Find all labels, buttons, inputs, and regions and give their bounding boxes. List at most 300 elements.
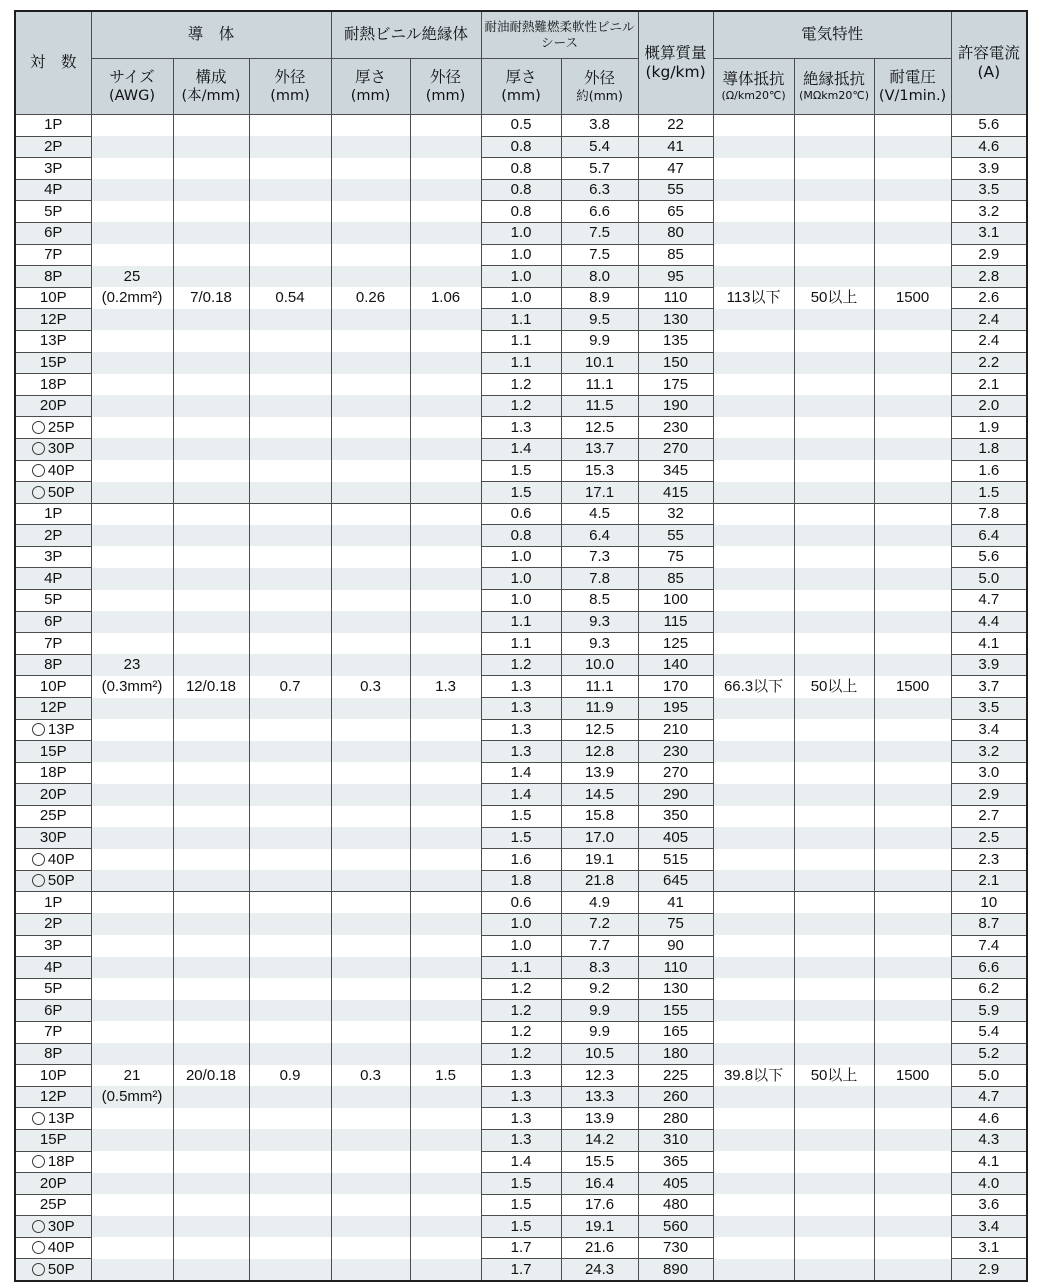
conductor-construction-cell bbox=[173, 525, 249, 547]
sheath-thickness-cell: 1.3 bbox=[481, 676, 561, 698]
allowable-current-cell: 4.7 bbox=[951, 1086, 1027, 1108]
conductor-size-cell bbox=[91, 568, 173, 590]
conductor-od-cell bbox=[249, 1000, 331, 1022]
sheath-thickness-cell: 1.0 bbox=[481, 546, 561, 568]
withstand-voltage-cell bbox=[874, 1173, 951, 1195]
insulation-thickness-cell bbox=[331, 892, 410, 914]
allowable-current-cell: 3.2 bbox=[951, 201, 1027, 223]
col-header-conductor-resistance: 導体抵抗 (Ω/km20℃) bbox=[713, 59, 794, 115]
conductor-resistance-cell bbox=[713, 913, 794, 935]
pair-count-cell bbox=[15, 460, 91, 482]
table-row bbox=[15, 482, 1027, 504]
insulation-resistance-cell bbox=[794, 1151, 874, 1173]
allowable-current-cell: 7.8 bbox=[951, 503, 1027, 525]
insulation-resistance-cell bbox=[794, 849, 874, 871]
sheath-thickness-cell: 1.2 bbox=[481, 374, 561, 396]
sheath-thickness-cell: 1.2 bbox=[481, 395, 561, 417]
col-header-mass-unit: (kg/km) bbox=[645, 63, 706, 81]
conductor-construction-cell bbox=[173, 784, 249, 806]
conductor-size-cell bbox=[91, 1043, 173, 1065]
conductor-size-cell bbox=[91, 590, 173, 612]
mass-cell: 55 bbox=[638, 525, 713, 547]
withstand-voltage-cell: 1500 bbox=[874, 287, 951, 309]
withstand-voltage-cell bbox=[874, 546, 951, 568]
conductor-od-cell bbox=[249, 935, 331, 957]
mass-cell: 480 bbox=[638, 1194, 713, 1216]
withstand-voltage-cell bbox=[874, 654, 951, 676]
conductor-construction-cell bbox=[173, 913, 249, 935]
pair-count-label: 13P bbox=[47, 1109, 75, 1127]
mass-cell: 135 bbox=[638, 330, 713, 352]
insulation-od-cell bbox=[410, 395, 481, 417]
insulation-thickness-cell bbox=[331, 935, 410, 957]
sheath-thickness-cell: 1.2 bbox=[481, 1043, 561, 1065]
insulation-resistance-cell bbox=[794, 460, 874, 482]
pair-count-label: 18P bbox=[39, 764, 67, 782]
mass-cell: 110 bbox=[638, 957, 713, 979]
conductor-od-cell bbox=[249, 374, 331, 396]
conductor-size-cell bbox=[91, 935, 173, 957]
conductor-size-cell bbox=[91, 633, 173, 655]
conductor-resistance-cell bbox=[713, 978, 794, 1000]
pair-count-label: 15P bbox=[39, 742, 67, 760]
conductor-resistance-cell bbox=[713, 525, 794, 547]
conductor-size-cell bbox=[91, 1129, 173, 1151]
pair-count-cell bbox=[15, 287, 91, 309]
insulation-thickness-cell bbox=[331, 654, 410, 676]
col-header-withstand-voltage: 耐電圧 (V/1min.) bbox=[874, 59, 951, 115]
conductor-resistance-cell bbox=[713, 1151, 794, 1173]
insulation-thickness-cell bbox=[331, 978, 410, 1000]
mass-cell: 210 bbox=[638, 719, 713, 741]
insulation-resistance-cell bbox=[794, 374, 874, 396]
conductor-size-cell bbox=[91, 330, 173, 352]
conductor-construction-cell bbox=[173, 222, 249, 244]
conductor-od-cell bbox=[249, 222, 331, 244]
sheath-od-cell: 13.3 bbox=[561, 1086, 638, 1108]
insulation-od-cell: 1.3 bbox=[410, 676, 481, 698]
conductor-construction-cell bbox=[173, 1086, 249, 1108]
sheath-od-cell: 7.5 bbox=[561, 244, 638, 266]
conductor-od-cell bbox=[249, 1216, 331, 1238]
conductor-resistance-cell: 39.8以下 bbox=[713, 1065, 794, 1087]
insulation-thickness-cell bbox=[331, 590, 410, 612]
mass-cell: 405 bbox=[638, 1173, 713, 1195]
allowable-current-cell: 3.2 bbox=[951, 741, 1027, 763]
conductor-od-cell bbox=[249, 546, 331, 568]
pair-count-label: 1P bbox=[44, 505, 63, 523]
conductor-od-cell bbox=[249, 1259, 331, 1281]
sheath-thickness-cell: 1.1 bbox=[481, 633, 561, 655]
mass-cell: 75 bbox=[638, 546, 713, 568]
conductor-construction-cell bbox=[173, 395, 249, 417]
mass-cell: 130 bbox=[638, 978, 713, 1000]
circle-mark-icon bbox=[32, 1155, 45, 1168]
allowable-current-cell: 3.4 bbox=[951, 1216, 1027, 1238]
sheath-od-cell: 10.1 bbox=[561, 352, 638, 374]
conductor-od-cell bbox=[249, 1173, 331, 1195]
group-header-conductor: 導 体 bbox=[91, 11, 331, 59]
conductor-construction-cell bbox=[173, 417, 249, 439]
insulation-thickness-cell bbox=[331, 222, 410, 244]
conductor-od-cell bbox=[249, 1108, 331, 1130]
conductor-od-cell bbox=[249, 417, 331, 439]
withstand-voltage-cell bbox=[874, 1259, 951, 1281]
insulation-thickness-cell bbox=[331, 158, 410, 180]
conductor-size-cell bbox=[91, 978, 173, 1000]
conductor-construction-cell: 7/0.18 bbox=[173, 287, 249, 309]
conductor-construction-cell bbox=[173, 482, 249, 504]
mass-cell: 175 bbox=[638, 374, 713, 396]
table-row bbox=[15, 1000, 1027, 1022]
table-row bbox=[15, 179, 1027, 201]
pair-count-cell bbox=[15, 935, 91, 957]
insulation-resistance-cell bbox=[794, 546, 874, 568]
insulation-thickness-cell bbox=[331, 806, 410, 828]
insulation-od-cell bbox=[410, 1173, 481, 1195]
conductor-construction-cell bbox=[173, 244, 249, 266]
conductor-resistance-cell bbox=[713, 158, 794, 180]
conductor-od-cell bbox=[249, 244, 331, 266]
sheath-thickness-cell: 1.5 bbox=[481, 806, 561, 828]
sheath-od-cell: 4.5 bbox=[561, 503, 638, 525]
col-header-current bbox=[951, 11, 1027, 115]
conductor-construction-cell bbox=[173, 870, 249, 892]
sheath-od-cell: 19.1 bbox=[561, 1216, 638, 1238]
pair-count-label: 3P bbox=[44, 159, 63, 177]
table-row bbox=[15, 1065, 1027, 1087]
insulation-thickness-cell bbox=[331, 1259, 410, 1281]
conductor-od-cell bbox=[249, 590, 331, 612]
col-header-mass bbox=[638, 11, 713, 115]
sheath-od-cell: 9.5 bbox=[561, 309, 638, 331]
allowable-current-cell: 5.0 bbox=[951, 1065, 1027, 1087]
conductor-construction-cell bbox=[173, 978, 249, 1000]
conductor-size-cell bbox=[91, 870, 173, 892]
conductor-size-cell bbox=[91, 741, 173, 763]
sheath-od-cell: 16.4 bbox=[561, 1173, 638, 1195]
allowable-current-cell: 2.1 bbox=[951, 374, 1027, 396]
insulation-thickness-cell bbox=[331, 1216, 410, 1238]
mass-cell: 95 bbox=[638, 266, 713, 288]
pair-count-cell bbox=[15, 633, 91, 655]
conductor-resistance-cell bbox=[713, 568, 794, 590]
conductor-size-cell bbox=[91, 525, 173, 547]
conductor-size-cell bbox=[91, 201, 173, 223]
table-row bbox=[15, 827, 1027, 849]
insulation-thickness-cell bbox=[331, 482, 410, 504]
conductor-construction-cell bbox=[173, 1108, 249, 1130]
withstand-voltage-cell: 1500 bbox=[874, 1065, 951, 1087]
mass-cell: 415 bbox=[638, 482, 713, 504]
table-row bbox=[15, 676, 1027, 698]
table-row bbox=[15, 935, 1027, 957]
sheath-od-cell: 12.3 bbox=[561, 1065, 638, 1087]
conductor-size-cell: 21 bbox=[91, 1065, 173, 1087]
insulation-thickness-cell bbox=[331, 503, 410, 525]
table-row bbox=[15, 719, 1027, 741]
conductor-construction-cell bbox=[173, 1043, 249, 1065]
allowable-current-cell: 8.7 bbox=[951, 913, 1027, 935]
insulation-resistance-cell bbox=[794, 1043, 874, 1065]
conductor-construction-cell bbox=[173, 1216, 249, 1238]
allowable-current-cell: 4.0 bbox=[951, 1173, 1027, 1195]
mass-cell: 110 bbox=[638, 287, 713, 309]
sheath-thickness-cell: 1.5 bbox=[481, 1216, 561, 1238]
sheath-thickness-cell: 1.1 bbox=[481, 352, 561, 374]
insulation-od-cell bbox=[410, 1129, 481, 1151]
pair-count-label: 10P bbox=[39, 677, 67, 695]
withstand-voltage-cell bbox=[874, 719, 951, 741]
conductor-od-cell bbox=[249, 913, 331, 935]
insulation-thickness-cell bbox=[331, 1000, 410, 1022]
conductor-resistance-cell bbox=[713, 892, 794, 914]
conductor-construction-cell: 12/0.18 bbox=[173, 676, 249, 698]
conductor-od-cell: 0.9 bbox=[249, 1065, 331, 1087]
conductor-od-cell bbox=[249, 1237, 331, 1259]
withstand-voltage-cell bbox=[874, 568, 951, 590]
withstand-voltage-cell bbox=[874, 201, 951, 223]
insulation-thickness-cell bbox=[331, 136, 410, 158]
insulation-od-cell bbox=[410, 460, 481, 482]
allowable-current-cell: 3.7 bbox=[951, 676, 1027, 698]
conductor-size-cell bbox=[91, 784, 173, 806]
sheath-thickness-cell: 0.8 bbox=[481, 525, 561, 547]
allowable-current-cell: 2.9 bbox=[951, 1259, 1027, 1281]
group-header-electrical: 電気特性 bbox=[713, 11, 951, 59]
conductor-resistance-cell bbox=[713, 741, 794, 763]
table-row bbox=[15, 1021, 1027, 1043]
sheath-thickness-cell: 1.1 bbox=[481, 611, 561, 633]
insulation-resistance-cell bbox=[794, 762, 874, 784]
insulation-thickness-cell bbox=[331, 374, 410, 396]
conductor-size-cell bbox=[91, 158, 173, 180]
sheath-thickness-cell: 1.5 bbox=[481, 460, 561, 482]
mass-cell: 405 bbox=[638, 827, 713, 849]
pair-count-cell bbox=[15, 870, 91, 892]
conductor-size-cell bbox=[91, 244, 173, 266]
insulation-thickness-cell bbox=[331, 525, 410, 547]
withstand-voltage-cell bbox=[874, 784, 951, 806]
insulation-thickness-cell bbox=[331, 266, 410, 288]
pair-count-label: 3P bbox=[44, 936, 63, 954]
sheath-thickness-cell: 1.8 bbox=[481, 870, 561, 892]
table-row bbox=[15, 115, 1027, 137]
insulation-resistance-cell bbox=[794, 568, 874, 590]
pair-count-cell bbox=[15, 374, 91, 396]
mass-cell: 165 bbox=[638, 1021, 713, 1043]
conductor-size-cell bbox=[91, 1108, 173, 1130]
conductor-construction-cell bbox=[173, 309, 249, 331]
table-row bbox=[15, 1129, 1027, 1151]
conductor-od-cell bbox=[249, 698, 331, 720]
pair-count-label: 5P bbox=[44, 591, 63, 609]
pair-count-label: 12P bbox=[39, 310, 67, 328]
table-row bbox=[15, 503, 1027, 525]
mass-cell: 85 bbox=[638, 568, 713, 590]
withstand-voltage-cell bbox=[874, 590, 951, 612]
conductor-resistance-cell bbox=[713, 395, 794, 417]
allowable-current-cell: 2.6 bbox=[951, 287, 1027, 309]
conductor-od-cell bbox=[249, 957, 331, 979]
insulation-resistance-cell bbox=[794, 1086, 874, 1108]
pair-count-label: 50P bbox=[47, 483, 75, 501]
allowable-current-cell: 2.1 bbox=[951, 870, 1027, 892]
mass-cell: 65 bbox=[638, 201, 713, 223]
conductor-construction-cell bbox=[173, 892, 249, 914]
withstand-voltage-cell bbox=[874, 1043, 951, 1065]
withstand-voltage-cell bbox=[874, 611, 951, 633]
sheath-od-cell: 11.1 bbox=[561, 374, 638, 396]
sheath-thickness-cell: 1.2 bbox=[481, 1021, 561, 1043]
conductor-construction-cell bbox=[173, 1194, 249, 1216]
conductor-od-cell bbox=[249, 762, 331, 784]
pair-count-cell bbox=[15, 827, 91, 849]
sheath-thickness-cell: 1.5 bbox=[481, 827, 561, 849]
withstand-voltage-cell bbox=[874, 503, 951, 525]
sheath-od-cell: 6.4 bbox=[561, 525, 638, 547]
pair-count-label: 40P bbox=[47, 461, 75, 479]
conductor-size-cell bbox=[91, 913, 173, 935]
withstand-voltage-cell bbox=[874, 1216, 951, 1238]
conductor-size-cell bbox=[91, 309, 173, 331]
conductor-size-cell bbox=[91, 179, 173, 201]
conductor-size-cell bbox=[91, 1216, 173, 1238]
pair-count-cell bbox=[15, 568, 91, 590]
table-row bbox=[15, 978, 1027, 1000]
pair-count-label: 20P bbox=[39, 397, 67, 415]
pair-count-label: 1P bbox=[44, 116, 63, 134]
conductor-od-cell bbox=[249, 266, 331, 288]
sheath-thickness-cell: 1.0 bbox=[481, 287, 561, 309]
table-row bbox=[15, 698, 1027, 720]
sheath-od-cell: 19.1 bbox=[561, 849, 638, 871]
conductor-resistance-cell bbox=[713, 244, 794, 266]
conductor-od-cell bbox=[249, 892, 331, 914]
conductor-construction-cell bbox=[173, 741, 249, 763]
insulation-od-cell bbox=[410, 698, 481, 720]
insulation-resistance-cell bbox=[794, 438, 874, 460]
pair-count-label: 18P bbox=[39, 375, 67, 393]
insulation-resistance-cell bbox=[794, 1237, 874, 1259]
mass-cell: 290 bbox=[638, 784, 713, 806]
insulation-od-cell bbox=[410, 482, 481, 504]
sheath-od-cell: 7.8 bbox=[561, 568, 638, 590]
conductor-resistance-cell bbox=[713, 438, 794, 460]
pair-count-cell bbox=[15, 590, 91, 612]
insulation-od-cell bbox=[410, 309, 481, 331]
table-row bbox=[15, 352, 1027, 374]
table-row bbox=[15, 374, 1027, 396]
allowable-current-cell: 6.2 bbox=[951, 978, 1027, 1000]
withstand-voltage-cell bbox=[874, 115, 951, 137]
allowable-current-cell: 2.9 bbox=[951, 784, 1027, 806]
sheath-od-cell: 8.0 bbox=[561, 266, 638, 288]
mass-cell: 170 bbox=[638, 676, 713, 698]
conductor-construction-cell bbox=[173, 762, 249, 784]
conductor-construction-cell bbox=[173, 201, 249, 223]
table-row bbox=[15, 1173, 1027, 1195]
conductor-construction-cell bbox=[173, 957, 249, 979]
table-row bbox=[15, 1237, 1027, 1259]
insulation-thickness-cell bbox=[331, 1194, 410, 1216]
conductor-od-cell: 0.7 bbox=[249, 676, 331, 698]
col-header-size: サイズ (AWG) bbox=[91, 59, 173, 115]
conductor-construction-cell bbox=[173, 1237, 249, 1259]
insulation-thickness-cell bbox=[331, 849, 410, 871]
sheath-od-cell: 11.5 bbox=[561, 395, 638, 417]
sheath-od-cell: 12.5 bbox=[561, 719, 638, 741]
insulation-resistance-cell bbox=[794, 1259, 874, 1281]
allowable-current-cell: 3.9 bbox=[951, 654, 1027, 676]
table-row bbox=[15, 611, 1027, 633]
conductor-construction-cell bbox=[173, 935, 249, 957]
conductor-size-cell bbox=[91, 698, 173, 720]
allowable-current-cell: 2.2 bbox=[951, 352, 1027, 374]
col-header-insulation-od: 外径 (mm) bbox=[410, 59, 481, 115]
mass-cell: 890 bbox=[638, 1259, 713, 1281]
conductor-resistance-cell bbox=[713, 1259, 794, 1281]
insulation-od-cell bbox=[410, 136, 481, 158]
conductor-od-cell bbox=[249, 870, 331, 892]
conductor-construction-cell bbox=[173, 158, 249, 180]
insulation-thickness-cell bbox=[331, 762, 410, 784]
table-row bbox=[15, 136, 1027, 158]
circle-mark-icon bbox=[32, 874, 45, 887]
withstand-voltage-cell bbox=[874, 870, 951, 892]
conductor-size-cell bbox=[91, 395, 173, 417]
allowable-current-cell: 3.6 bbox=[951, 1194, 1027, 1216]
insulation-od-cell bbox=[410, 525, 481, 547]
insulation-od-cell bbox=[410, 1086, 481, 1108]
sheath-thickness-cell: 1.3 bbox=[481, 741, 561, 763]
sheath-thickness-cell: 1.7 bbox=[481, 1237, 561, 1259]
pair-count-label: 25P bbox=[47, 418, 75, 436]
col-header-current-unit: (A) bbox=[977, 63, 1001, 81]
insulation-od-cell bbox=[410, 806, 481, 828]
insulation-resistance-cell bbox=[794, 1108, 874, 1130]
conductor-resistance-cell bbox=[713, 633, 794, 655]
pair-count-label: 13P bbox=[39, 332, 67, 350]
conductor-resistance-cell bbox=[713, 849, 794, 871]
pair-count-cell bbox=[15, 1237, 91, 1259]
conductor-od-cell bbox=[249, 719, 331, 741]
mass-cell: 55 bbox=[638, 179, 713, 201]
conductor-od-cell bbox=[249, 1086, 331, 1108]
mass-cell: 100 bbox=[638, 590, 713, 612]
conductor-construction-cell bbox=[173, 115, 249, 137]
insulation-od-cell bbox=[410, 654, 481, 676]
pair-count-cell bbox=[15, 741, 91, 763]
mass-cell: 75 bbox=[638, 913, 713, 935]
insulation-od-cell bbox=[410, 1000, 481, 1022]
conductor-od-cell bbox=[249, 568, 331, 590]
pair-count-cell bbox=[15, 1151, 91, 1173]
pair-count-label: 12P bbox=[39, 1088, 67, 1106]
insulation-resistance-cell bbox=[794, 1173, 874, 1195]
mass-cell: 90 bbox=[638, 935, 713, 957]
insulation-resistance-cell: 50以上 bbox=[794, 287, 874, 309]
mass-cell: 195 bbox=[638, 698, 713, 720]
conductor-od-cell bbox=[249, 827, 331, 849]
table-row bbox=[15, 395, 1027, 417]
insulation-od-cell bbox=[410, 719, 481, 741]
conductor-od-cell bbox=[249, 1129, 331, 1151]
insulation-resistance-cell bbox=[794, 719, 874, 741]
withstand-voltage-cell bbox=[874, 395, 951, 417]
pair-count-label: 20P bbox=[39, 785, 67, 803]
conductor-resistance-cell bbox=[713, 266, 794, 288]
